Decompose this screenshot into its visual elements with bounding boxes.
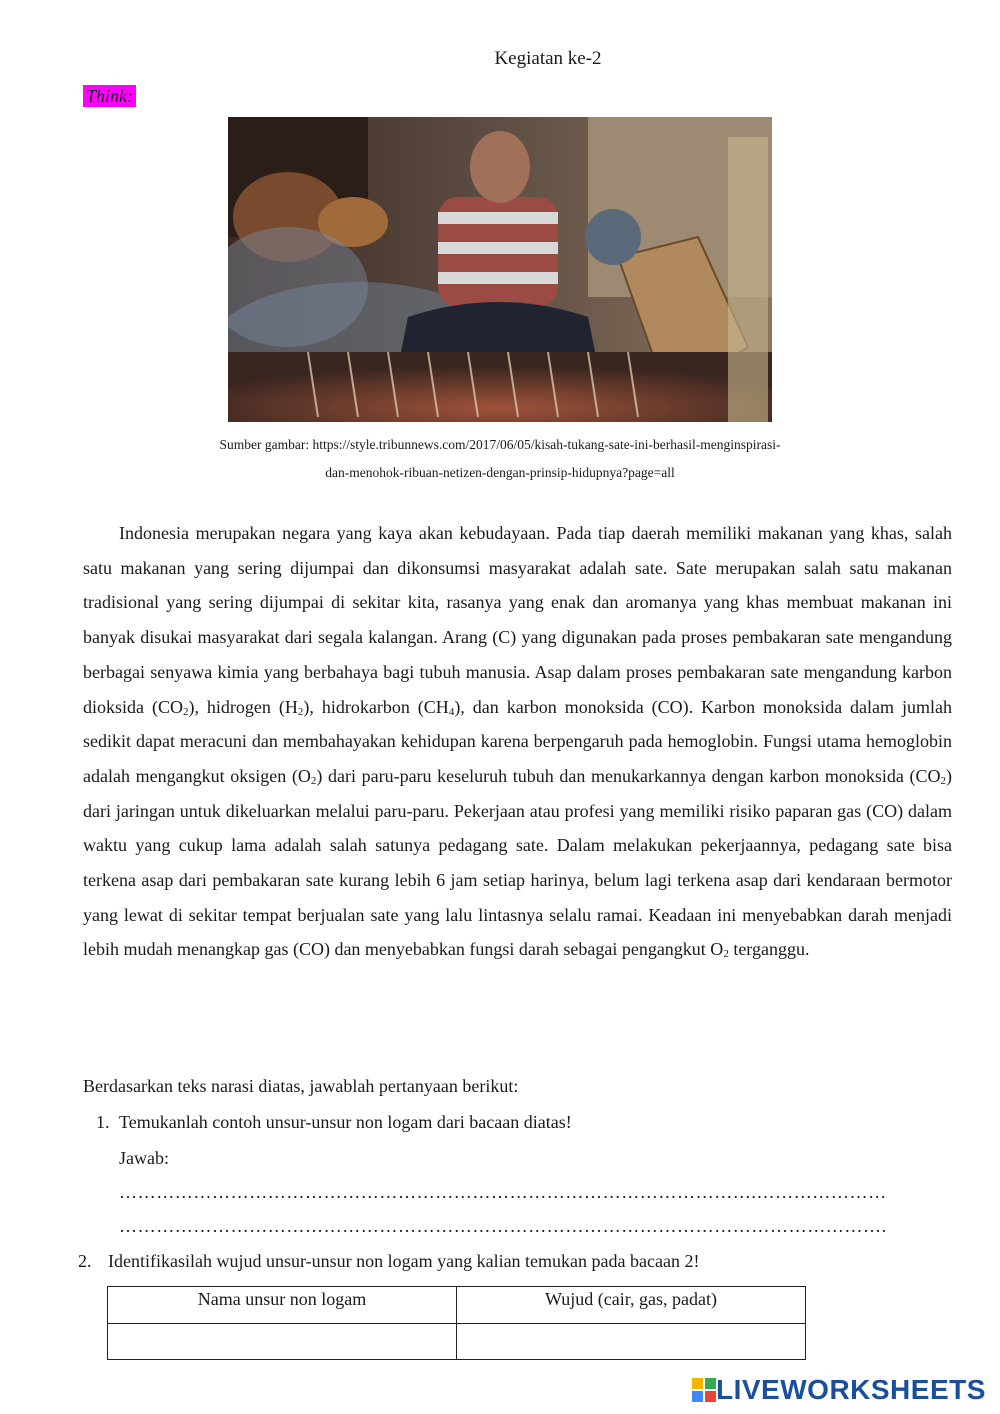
paragraph-text: ) dari jaringan untuk dikeluarkan melalui paru-paru. Pekerjaan atau profesi yang memiliki risiko paparan gas (CO) dalam waktu yang cukup lama adalah salah satunya pedagang sate. Dalam melakukan pekerjaannya, pedagang sate bisa terkena asap dari pembakaran sate kurang lebih 6 jam setiap harinya, belum lagi terkena asap dari kendaraan bermotor yang lewat di sekitar tempat berjualan sate yang lalu lintasnya selalu ramai. Keadaan ini menyebabkan darah menjadi lebih mudah menangkap gas (CO) dan menyebabkan fungsi darah sebagai pengangkut O xyxy=(83,765,952,960)
subscript: 2 xyxy=(182,705,189,718)
answer-cell-state[interactable] xyxy=(457,1324,806,1360)
question-2-number: 2. xyxy=(78,1251,92,1271)
question-1-number: 1. xyxy=(96,1112,110,1132)
liveworksheets-logo xyxy=(692,1374,986,1406)
subscript: 2 xyxy=(310,774,317,787)
questions-prompt: Berdasarkan teks narasi diatas, jawablah pertanyaan berikut: xyxy=(83,1076,519,1096)
answer-line-2[interactable]: ……………………………………………………………………………………………………………. xyxy=(119,1216,887,1236)
caption-line-2: dan-menohok-ribuan-netizen-dengan-prinsip-hidupnya?page=all xyxy=(325,465,675,480)
table-row xyxy=(108,1324,806,1360)
paragraph-text: ), hidrogen (H xyxy=(188,696,298,717)
paragraph-text: ) dari paru-paru keseluruh tubuh dan menukarkannya dengan karbon monoksida (CO xyxy=(316,765,941,786)
answer-table xyxy=(107,1286,806,1360)
subscript: 2 xyxy=(297,705,304,718)
liveworksheets-logo-icon xyxy=(692,1378,716,1402)
satay-vendor-photo xyxy=(228,117,772,422)
image-caption xyxy=(150,431,850,487)
table-header-cell: Wujud (cair, gas, padat) xyxy=(457,1287,806,1324)
paragraph-text: terganggu. xyxy=(728,939,810,960)
caption-line-1: Sumber gambar: https://style.tribunnews.com/2017/06/05/kisah-tukang-sate-ini-berhasil-menginspirasi- xyxy=(219,437,781,452)
page-title: Kegiatan ke-2 xyxy=(494,48,602,69)
question-2-text: Identifikasilah wujud unsur-unsur non logam yang kalian temukan pada bacaan 2! xyxy=(108,1251,700,1271)
logo-text: LIVEWORKSHEETS xyxy=(716,1374,986,1405)
answer-label: Jawab: xyxy=(119,1148,169,1168)
subscript: 2 xyxy=(723,948,729,961)
answer-line-1[interactable]: ………………………………………………………………………………………….………………… xyxy=(119,1182,887,1202)
think-label: Think: xyxy=(83,85,136,107)
question-1-text: Temukanlah contoh unsur-unsur non logam dari bacaan diatas! xyxy=(119,1112,572,1132)
paragraph-text: ), hidrokarbon (CH xyxy=(303,696,449,717)
narrative-paragraph xyxy=(83,516,952,967)
table-header-cell: Nama unsur non logam xyxy=(108,1287,457,1324)
paragraph-text: Indonesia merupakan negara yang kaya akan kebudayaan. Pada tiap daerah memiliki makanan yang khas, salah satu makanan yang sering dijumpai dan dikonsumsi masyarakat adalah sate. Sate merupakan salah satu makanan tradisional yang sering dijumpai di sekitar kita, rasanya yang enak dan aromanya yang khas membuat makanan ini banyak disukai masyarakat dari segala kalangan. Arang (C) yang digunakan pada proses pembakaran sate mengandung berbagai senyawa kimia yang berbahaya bagi tubuh manusia. Asap dalam proses pembakaran sate mengandung karbon dioksida (CO xyxy=(83,523,952,717)
paragraph-text: ), dan karbon monoksida (CO). Karbon monoksida dalam jumlah sedikit dapat meracuni dan membahayakan kehidupan karena berpengaruh pada hemoglobin. Fungsi utama hemoglobin adalah mengangkut oksigen (O xyxy=(83,696,952,786)
table-header-row xyxy=(108,1287,806,1324)
subscript: 4 xyxy=(448,705,455,718)
subscript: 2 xyxy=(940,774,946,787)
answer-cell-element-name[interactable] xyxy=(108,1324,457,1360)
